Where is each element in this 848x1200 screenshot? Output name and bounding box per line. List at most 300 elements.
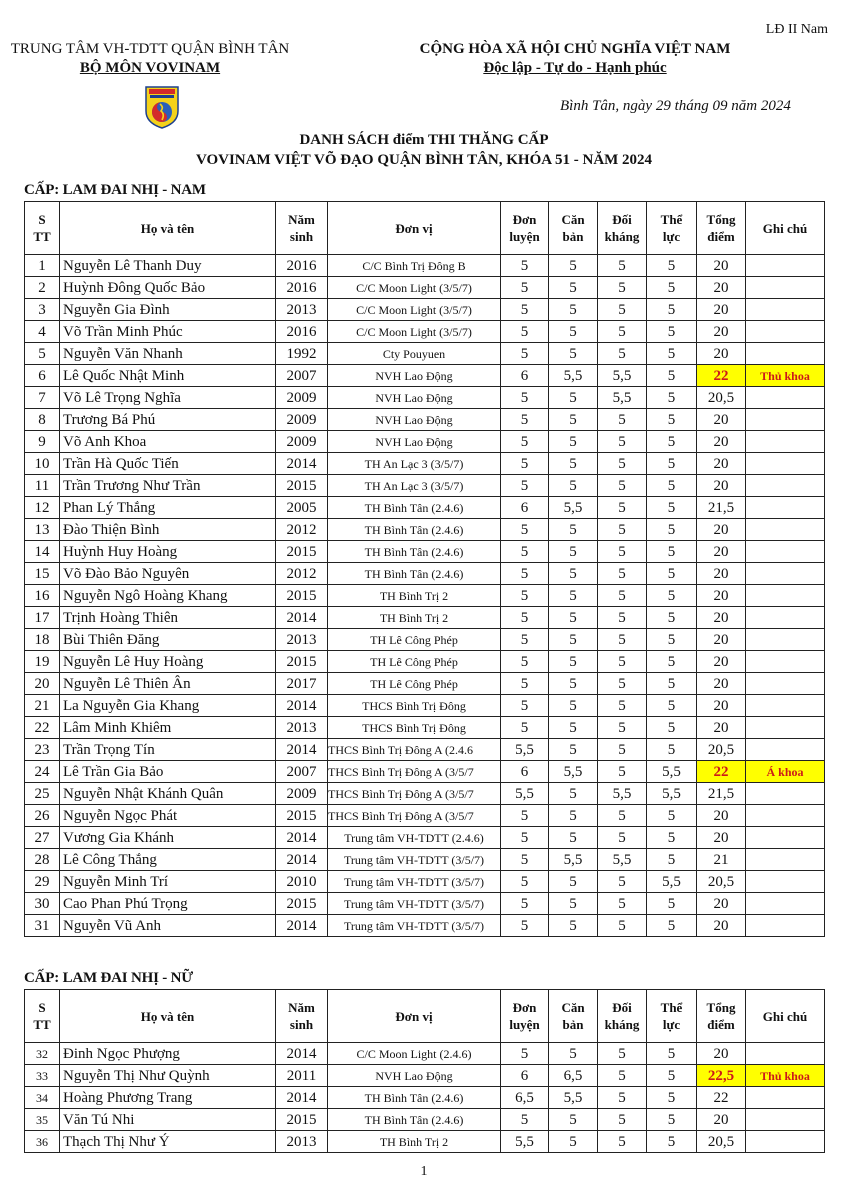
name-cell: Đinh Ngọc Phượng (60, 1043, 276, 1065)
column-header-label: bản (562, 229, 584, 244)
column-header-label: Căn (561, 1000, 585, 1015)
the-luc-score: 5 (647, 629, 697, 651)
birth-year-cell: 2014 (276, 607, 328, 629)
note-cell (746, 915, 825, 937)
unit-cell: TH Bình Tân (2.4.6) (328, 497, 501, 519)
doi-khang-score: 5 (598, 343, 647, 365)
table-row (25, 893, 825, 915)
section-title-female: CẤP: LAM ĐAI NHỊ - NỮ (24, 970, 193, 986)
can-ban-score: 5,5 (549, 761, 598, 783)
birth-year-cell: 2017 (276, 673, 328, 695)
don-luyen-score: 5 (501, 343, 549, 365)
don-luyen-score: 5 (501, 893, 549, 915)
column-header-label: S (38, 1000, 46, 1015)
birth-year-cell: 2014 (276, 695, 328, 717)
the-luc-score: 5 (647, 915, 697, 937)
total-score: 20 (697, 585, 746, 607)
table-row (25, 299, 825, 321)
doi-khang-score: 5 (598, 739, 647, 761)
doi-khang-score: 5 (598, 607, 647, 629)
birth-year-cell: 2015 (276, 805, 328, 827)
the-luc-score: 5 (647, 651, 697, 673)
note-cell (746, 431, 825, 453)
doi-khang-score: 5 (598, 453, 647, 475)
unit-cell: THCS Bình Trị Đông A (2.4.6 (328, 739, 501, 761)
name-cell: La Nguyễn Gia Khang (60, 695, 276, 717)
table-row (25, 915, 825, 937)
total-score: 20 (697, 431, 746, 453)
table-row (25, 255, 825, 277)
the-luc-score: 5 (647, 431, 697, 453)
organization-header (0, 40, 300, 78)
name-cell: Huỳnh Huy Hoàng (60, 541, 276, 563)
stt-cell: 8 (25, 409, 60, 431)
birth-year-cell: 2013 (276, 717, 328, 739)
unit-cell: Trung tâm VH-TDTT (3/5/7) (328, 915, 501, 937)
table-row (25, 519, 825, 541)
name-cell: Nguyễn Gia Đình (60, 299, 276, 321)
column-header-don-luyen (501, 202, 549, 255)
total-score: 20 (697, 1109, 746, 1131)
table-body (25, 255, 825, 937)
the-luc-score: 5 (647, 563, 697, 585)
total-score: 20 (697, 277, 746, 299)
table-row (25, 1087, 825, 1109)
unit-cell: NVH Lao Động (328, 431, 501, 453)
column-header-label: lực (662, 229, 681, 244)
column-header-the-luc (647, 202, 697, 255)
the-luc-score: 5 (647, 805, 697, 827)
don-luyen-score: 5 (501, 453, 549, 475)
table-row (25, 629, 825, 651)
stt-cell: 21 (25, 695, 60, 717)
can-ban-score: 5,5 (549, 1087, 598, 1109)
the-luc-score: 5 (647, 1131, 697, 1153)
stt-cell: 3 (25, 299, 60, 321)
don-luyen-score: 5 (501, 585, 549, 607)
column-header-year (276, 202, 328, 255)
name-cell: Nguyễn Minh Trí (60, 871, 276, 893)
note-cell (746, 563, 825, 585)
can-ban-score: 5 (549, 255, 598, 277)
note-cell (746, 673, 825, 695)
unit-cell: Trung tâm VH-TDTT (2.4.6) (328, 827, 501, 849)
name-cell: Trương Bá Phú (60, 409, 276, 431)
unit-cell: Trung tâm VH-TDTT (3/5/7) (328, 871, 501, 893)
table-row (25, 849, 825, 871)
birth-year-cell: 2014 (276, 827, 328, 849)
total-score: 22 (697, 761, 746, 783)
nation-name: CỘNG HÒA XÃ HỘI CHỦ NGHĨA VIỆT NAM (419, 41, 731, 57)
name-cell: Bùi Thiên Đăng (60, 629, 276, 651)
results-table-male (24, 201, 825, 937)
can-ban-score: 5 (549, 321, 598, 343)
note-cell (746, 783, 825, 805)
stt-cell: 33 (25, 1065, 60, 1087)
column-header-label: điểm (707, 229, 735, 244)
doi-khang-score: 5 (598, 761, 647, 783)
the-luc-score: 5 (647, 739, 697, 761)
don-luyen-score: 6,5 (501, 1087, 549, 1109)
note-cell (746, 519, 825, 541)
birth-year-cell: 2007 (276, 365, 328, 387)
table-row (25, 607, 825, 629)
column-header-label: Đối (612, 212, 632, 227)
the-luc-score: 5 (647, 453, 697, 475)
don-luyen-score: 5 (501, 607, 549, 629)
name-cell: Trịnh Hoàng Thiên (60, 607, 276, 629)
can-ban-score: 5 (549, 651, 598, 673)
table-row (25, 453, 825, 475)
note-cell (746, 299, 825, 321)
don-luyen-score: 5,5 (501, 1131, 549, 1153)
stt-cell: 12 (25, 497, 60, 519)
total-score: 20 (697, 321, 746, 343)
don-luyen-score: 5 (501, 629, 549, 651)
note-cell: Á khoa (746, 761, 825, 783)
the-luc-score: 5 (647, 1109, 697, 1131)
stt-cell: 1 (25, 255, 60, 277)
table-row (25, 277, 825, 299)
can-ban-score: 5,5 (549, 849, 598, 871)
don-luyen-score: 5 (501, 871, 549, 893)
stt-cell: 28 (25, 849, 60, 871)
doi-khang-score: 5 (598, 695, 647, 717)
column-header-label: Ghi chú (762, 1008, 808, 1024)
total-score: 20,5 (697, 387, 746, 409)
stt-cell: 2 (25, 277, 60, 299)
can-ban-score: 5 (549, 431, 598, 453)
the-luc-score: 5,5 (647, 761, 697, 783)
can-ban-score: 6,5 (549, 1065, 598, 1087)
note-cell (746, 893, 825, 915)
column-header-unit (328, 202, 501, 255)
stt-cell: 7 (25, 387, 60, 409)
doi-khang-score: 5 (598, 563, 647, 585)
stt-cell: 6 (25, 365, 60, 387)
stt-cell: 20 (25, 673, 60, 695)
don-luyen-score: 5 (501, 321, 549, 343)
can-ban-score: 5 (549, 629, 598, 651)
name-cell: Lâm Minh Khiêm (60, 717, 276, 739)
don-luyen-score: 5,5 (501, 783, 549, 805)
doi-khang-score: 5 (598, 915, 647, 937)
can-ban-score: 5,5 (549, 365, 598, 387)
total-score: 20 (697, 299, 746, 321)
column-header-doi-khang (598, 990, 647, 1043)
total-score: 20 (697, 453, 746, 475)
stt-cell: 29 (25, 871, 60, 893)
total-score: 20 (697, 673, 746, 695)
total-score: 22,5 (697, 1065, 746, 1087)
table-row (25, 585, 825, 607)
unit-cell: THCS Bình Trị Đông A (3/5/7 (328, 783, 501, 805)
column-header-label: kháng (604, 1017, 640, 1032)
table-row (25, 409, 825, 431)
stt-cell: 5 (25, 343, 60, 365)
the-luc-score: 5 (647, 277, 697, 299)
birth-year-cell: 2014 (276, 739, 328, 761)
table-row (25, 431, 825, 453)
organization-name: TRUNG TÂM VH-TDTT QUẬN BÌNH TÂN (10, 41, 290, 57)
birth-year-cell: 2012 (276, 519, 328, 541)
department-name: BỘ MÔN VOVINAM (79, 60, 221, 76)
unit-cell: THCS Bình Trị Đông A (3/5/7 (328, 805, 501, 827)
note-cell (746, 1131, 825, 1153)
can-ban-score: 5 (549, 563, 598, 585)
total-score: 20 (697, 695, 746, 717)
note-cell (746, 739, 825, 761)
total-score: 20,5 (697, 739, 746, 761)
stt-cell: 24 (25, 761, 60, 783)
the-luc-score: 5 (647, 827, 697, 849)
table-body (25, 1043, 825, 1153)
section-title-male: CẤP: LAM ĐAI NHỊ - NAM (24, 182, 206, 198)
unit-cell: TH Bình Tân (2.4.6) (328, 541, 501, 563)
can-ban-score: 5,5 (549, 497, 598, 519)
doi-khang-score: 5 (598, 431, 647, 453)
total-score: 21,5 (697, 783, 746, 805)
document-title (0, 130, 848, 170)
doi-khang-score: 5,5 (598, 365, 647, 387)
column-header-unit (328, 990, 501, 1043)
unit-cell: C/C Moon Light (3/5/7) (328, 299, 501, 321)
column-header-label: luyện (509, 229, 540, 244)
don-luyen-score: 5 (501, 563, 549, 585)
title-line-1: DANH SÁCH điểm THI THĂNG CẤP (299, 132, 549, 148)
column-header-label: Đối (612, 1000, 632, 1015)
can-ban-score: 5 (549, 1109, 598, 1131)
doi-khang-score: 5 (598, 475, 647, 497)
stt-cell: 26 (25, 805, 60, 827)
name-cell: Văn Tú Nhi (60, 1109, 276, 1131)
doi-khang-score: 5,5 (598, 783, 647, 805)
note-cell (746, 717, 825, 739)
vovinam-logo-icon (144, 85, 180, 129)
column-header-label: sinh (289, 1017, 314, 1032)
table-row (25, 871, 825, 893)
the-luc-score: 5 (647, 299, 697, 321)
column-header-stt (25, 202, 60, 255)
table-row (25, 1043, 825, 1065)
don-luyen-score: 5 (501, 673, 549, 695)
note-cell (746, 321, 825, 343)
table-row (25, 343, 825, 365)
total-score: 20 (697, 343, 746, 365)
column-header-name (60, 202, 276, 255)
doi-khang-score: 5 (598, 1131, 647, 1153)
table-row (25, 387, 825, 409)
stt-cell: 14 (25, 541, 60, 563)
birth-year-cell: 2014 (276, 1087, 328, 1109)
the-luc-score: 5 (647, 1043, 697, 1065)
total-score: 20 (697, 651, 746, 673)
total-score: 21 (697, 849, 746, 871)
doi-khang-score: 5 (598, 717, 647, 739)
stt-cell: 17 (25, 607, 60, 629)
unit-cell: C/C Moon Light (3/5/7) (328, 277, 501, 299)
doi-khang-score: 5 (598, 1043, 647, 1065)
can-ban-score: 5 (549, 277, 598, 299)
don-luyen-score: 5 (501, 431, 549, 453)
stt-cell: 16 (25, 585, 60, 607)
doi-khang-score: 5 (598, 277, 647, 299)
doi-khang-score: 5 (598, 871, 647, 893)
stt-cell: 32 (25, 1043, 60, 1065)
total-score: 20,5 (697, 871, 746, 893)
can-ban-score: 5 (549, 1043, 598, 1065)
birth-year-cell: 2009 (276, 431, 328, 453)
total-score: 20 (697, 717, 746, 739)
name-cell: Nguyễn Văn Nhanh (60, 343, 276, 365)
total-score: 20 (697, 915, 746, 937)
birth-year-cell: 2009 (276, 783, 328, 805)
total-score: 20 (697, 805, 746, 827)
note-cell (746, 541, 825, 563)
don-luyen-score: 5 (501, 1043, 549, 1065)
name-cell: Trần Trọng Tín (60, 739, 276, 761)
the-luc-score: 5 (647, 695, 697, 717)
doi-khang-score: 5,5 (598, 849, 647, 871)
unit-cell: TH Bình Tân (2.4.6) (328, 563, 501, 585)
column-header-doi-khang (598, 202, 647, 255)
doi-khang-score: 5 (598, 497, 647, 519)
stt-cell: 31 (25, 915, 60, 937)
stt-cell: 22 (25, 717, 60, 739)
table-row (25, 673, 825, 695)
name-cell: Nguyễn Nhật Khánh Quân (60, 783, 276, 805)
column-header-label: kháng (604, 229, 640, 244)
doi-khang-score: 5 (598, 1087, 647, 1109)
column-header-label: điểm (707, 1017, 735, 1032)
column-header-label: S (38, 212, 46, 227)
total-score: 20 (697, 475, 746, 497)
column-header-label: TT (33, 1017, 51, 1032)
unit-cell: TH Lê Công Phép (328, 651, 501, 673)
can-ban-score: 5 (549, 409, 598, 431)
total-score: 20 (697, 893, 746, 915)
doi-khang-score: 5 (598, 255, 647, 277)
can-ban-score: 5 (549, 519, 598, 541)
don-luyen-score: 5 (501, 805, 549, 827)
name-cell: Nguyễn Ngọc Phát (60, 805, 276, 827)
can-ban-score: 5 (549, 695, 598, 717)
don-luyen-score: 5 (501, 541, 549, 563)
total-score: 20,5 (697, 1131, 746, 1153)
unit-cell: TH Bình Tân (2.4.6) (328, 519, 501, 541)
column-header-year (276, 990, 328, 1043)
header-row (25, 990, 825, 1043)
stt-cell: 35 (25, 1109, 60, 1131)
unit-cell: TH Bình Tân (2.4.6) (328, 1109, 501, 1131)
don-luyen-score: 5 (501, 827, 549, 849)
name-cell: Trần Trương Như Trần (60, 475, 276, 497)
don-luyen-score: 5 (501, 475, 549, 497)
stt-cell: 23 (25, 739, 60, 761)
total-score: 20 (697, 629, 746, 651)
total-score: 20 (697, 255, 746, 277)
unit-cell: NVH Lao Động (328, 409, 501, 431)
don-luyen-score: 5 (501, 695, 549, 717)
birth-year-cell: 2014 (276, 1043, 328, 1065)
unit-cell: C/C Moon Light (2.4.6) (328, 1043, 501, 1065)
column-header-name (60, 990, 276, 1043)
can-ban-score: 5 (549, 343, 598, 365)
note-cell: Thủ khoa (746, 365, 825, 387)
table-row (25, 1131, 825, 1153)
don-luyen-score: 5 (501, 387, 549, 409)
stt-cell: 19 (25, 651, 60, 673)
name-cell: Phan Lý Thắng (60, 497, 276, 519)
column-header-label: Tổng (706, 212, 736, 227)
stt-cell: 18 (25, 629, 60, 651)
note-cell (746, 497, 825, 519)
column-header-label: Họ và tên (140, 1008, 195, 1024)
don-luyen-score: 5 (501, 409, 549, 431)
column-header-label: lực (662, 1017, 681, 1032)
stt-cell: 11 (25, 475, 60, 497)
results-table-female (24, 989, 825, 1153)
note-cell (746, 827, 825, 849)
name-cell: Cao Phan Phú Trọng (60, 893, 276, 915)
stt-cell: 25 (25, 783, 60, 805)
column-header-tong-diem (697, 202, 746, 255)
can-ban-score: 5 (549, 607, 598, 629)
unit-cell: Trung tâm VH-TDTT (3/5/7) (328, 893, 501, 915)
total-score: 21,5 (697, 497, 746, 519)
header-row (25, 202, 825, 255)
unit-cell: NVH Lao Động (328, 365, 501, 387)
doi-khang-score: 5 (598, 1109, 647, 1131)
birth-year-cell: 2005 (276, 497, 328, 519)
the-luc-score: 5 (647, 893, 697, 915)
table-header (25, 990, 825, 1043)
the-luc-score: 5 (647, 387, 697, 409)
unit-cell: Cty Pouyuen (328, 343, 501, 365)
the-luc-score: 5,5 (647, 783, 697, 805)
table-row (25, 695, 825, 717)
stt-cell: 30 (25, 893, 60, 915)
total-score: 20 (697, 409, 746, 431)
name-cell: Đào Thiện Bình (60, 519, 276, 541)
birth-year-cell: 2014 (276, 915, 328, 937)
table-row (25, 805, 825, 827)
unit-cell: C/C Bình Trị Đông B (328, 255, 501, 277)
note-cell (746, 1087, 825, 1109)
can-ban-score: 5 (549, 673, 598, 695)
the-luc-score: 5 (647, 409, 697, 431)
can-ban-score: 5 (549, 541, 598, 563)
note-cell (746, 849, 825, 871)
birth-year-cell: 2015 (276, 893, 328, 915)
birth-year-cell: 2009 (276, 387, 328, 409)
the-luc-score: 5 (647, 717, 697, 739)
stt-cell: 36 (25, 1131, 60, 1153)
don-luyen-score: 5 (501, 651, 549, 673)
column-header-label: Thể (660, 1000, 683, 1015)
unit-cell: THCS Bình Trị Đông (328, 717, 501, 739)
table-row (25, 1109, 825, 1131)
don-luyen-score: 5 (501, 299, 549, 321)
birth-year-cell: 2016 (276, 277, 328, 299)
note-cell (746, 387, 825, 409)
don-luyen-score: 6 (501, 365, 549, 387)
total-score: 22 (697, 1087, 746, 1109)
can-ban-score: 5 (549, 453, 598, 475)
unit-cell: THCS Bình Trị Đông (328, 695, 501, 717)
unit-cell: TH An Lạc 3 (3/5/7) (328, 453, 501, 475)
table-row (25, 497, 825, 519)
